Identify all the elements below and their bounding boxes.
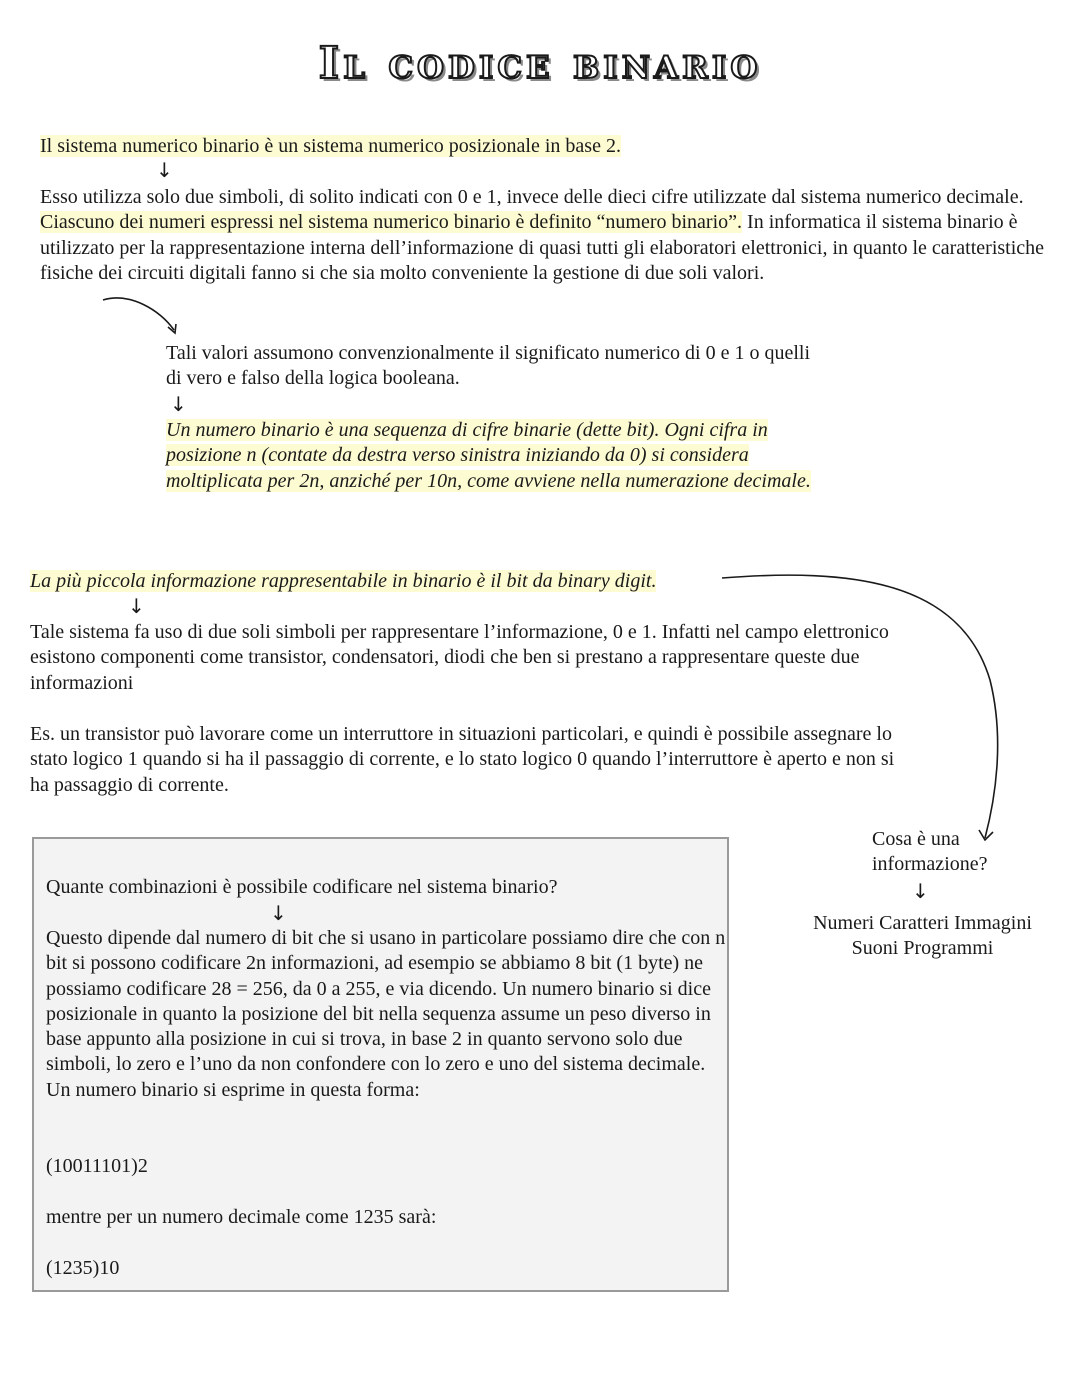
bit-definition <box>30 569 730 594</box>
down-arrow-icon: ↓ <box>170 392 187 416</box>
curved-arrow-icon <box>103 298 174 330</box>
symbols-text-2: In informatica il sistema binario è utilizzato per la rappresentazione interna dell’informazione di quasi tutti gli elaboratori elettronici, in quanto le caratteristiche fisiche dei circuiti digitali fanno si che sia molto conveniente la gestione di due soli valori. <box>40 211 1045 284</box>
binary-example: (10011101)2 <box>46 1155 148 1177</box>
decimal-intro: mentre per un numero decimale come 1235 sarà: <box>46 1206 437 1228</box>
binary-number-definition <box>166 418 816 494</box>
curved-arrow-icon <box>722 575 998 838</box>
box-question: Quante combinazioni è possibile codificare nel sistema binario? <box>46 876 558 898</box>
box-answer: Questo dipende dal numero di bit che si usano in particolare possiamo dire che con n bit si possono codificare 2n informazioni, ad esempio se abbiamo 8 bit (1 byte) ne possiamo codificare 28 = 256, da 0 a 255, e via dicendo. Un numero binario si dice posizionale in quanto la posizione del bit nella sequenza assume un peso diverso in base appunto alla posizione in cui si trova, in base 2 in quanto servono solo due simboli, lo zero e l’uno da non confondere con lo zero e uno del sistema decimale. Un numero binario si esprime in questa forma: <box>46 927 726 1101</box>
symbols-highlight: Ciascuno dei numeri espressi nel sistema numerico binario è definito “numero binario”. <box>40 211 743 234</box>
symbols-paragraph <box>40 185 1065 286</box>
down-arrow-icon: ↓ <box>270 901 287 925</box>
symbols-usage-paragraph: Tale sistema fa uso di due soli simboli per rappresentare l’informazione, 0 e 1. Infatti nel campo elettronico esistono componenti come transistor, condensatori, diodi che ben si prestano a rappresentare queste due informazioni <box>30 621 889 694</box>
page-title: Il codice binario <box>318 38 762 89</box>
intro-paragraph <box>40 134 1050 159</box>
intro-highlight: Il sistema numerico binario è un sistema numerico posizionale in base 2. <box>40 135 621 157</box>
side-note-answer: Numeri Caratteri Immagini Suoni Programmi <box>813 912 1032 960</box>
arrowhead-icon <box>168 324 176 333</box>
down-arrow-icon: ↓ <box>156 158 173 182</box>
values-paragraph: Tali valori assumono convenzionalmente il significato numerico di 0 e 1 o quelli di vero e falso della logica booleana. <box>166 342 810 390</box>
decimal-example: (1235)10 <box>46 1257 120 1279</box>
definition-highlight: Un numero binario è una sequenza di cifre binarie (dette bit). Ogni cifra in posizione n (contate da destra verso sinistra iniziando da 0) si considera moltiplicata per 2n, anziché per 10n, come avviene nella numerazione decimale. <box>166 419 811 492</box>
bit-highlight: La più piccola informazione rappresentabile in binario è il bit da binary digit. <box>30 570 657 592</box>
side-note-question: Cosa è una informazione? <box>872 828 988 876</box>
symbols-text-1: Esso utilizza solo due simboli, di solito indicati con 0 e 1, invece delle dieci cifre utilizzate dal sistema numerico decimale. <box>40 186 1024 208</box>
down-arrow-icon: ↓ <box>912 879 929 903</box>
down-arrow-icon: ↓ <box>128 594 145 618</box>
combinations-box <box>32 837 729 1292</box>
transistor-example-paragraph: Es. un transistor può lavorare come un interruttore in situazioni particolari, e quindi è possibile assegnare lo stato logico 1 quando si ha il passaggio di corrente, e lo stato logico 0 quando l’interruttore è aperto e non si ha passaggio di corrente. <box>30 723 895 796</box>
